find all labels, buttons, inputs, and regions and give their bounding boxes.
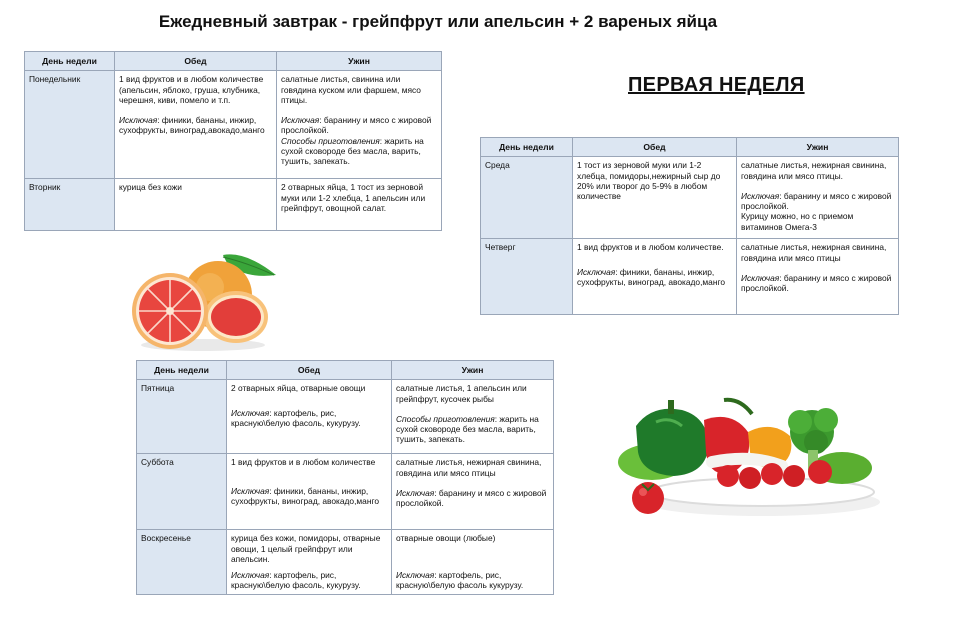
vegetables-plate-image: [612, 392, 882, 527]
lunch-cell: [573, 239, 737, 315]
exclusion-text: : баранину и мясо с жировой прослойкой.: [741, 190, 892, 212]
day-cell: Среда: [481, 157, 573, 239]
exclusion-label: Исключая: [396, 487, 435, 498]
exclusion-text: : картофель, рис, красную\белую фасоль, кукурузу.: [231, 570, 361, 591]
dinner-exclusion: [396, 570, 549, 591]
table-header-row: [481, 138, 899, 157]
dinner-extra: Курицу можно, но с приемом витаминов Омега-3: [741, 211, 854, 232]
lunch-exclusion: [231, 486, 387, 507]
week-heading: ПЕРВАЯ НЕДЕЛЯ: [628, 74, 805, 96]
table-row: [137, 530, 554, 594]
column-header-lunch: Обед: [227, 361, 392, 380]
method-text: : жарить на сухой сковороде без масла, варить, тушить, запекать.: [281, 135, 424, 167]
column-header-day: День недели: [481, 138, 573, 157]
exclusion-label: Исключая: [741, 190, 780, 201]
exclusion-text: : баранину и мясо с жировой прослойкой.: [741, 272, 892, 294]
exclusion-text: : баранину и мясо с жировой прослойкой.: [396, 487, 547, 509]
exclusion-text: : финики, бананы, инжир, сухофрукты, виноград,авокадо,манго: [119, 115, 265, 136]
lunch-text: курица без кожи: [119, 182, 182, 193]
dinner-text: салатные листья, свинина или говядина куском или фаршем, мясо птицы.: [281, 74, 421, 105]
column-header-dinner: Ужин: [392, 361, 554, 380]
day-cell: Вторник: [25, 179, 115, 231]
table-row: [25, 71, 442, 179]
dinner-cell: [277, 71, 442, 179]
day-cell: Понедельник: [25, 71, 115, 179]
dinner-cell: [737, 157, 899, 239]
day-cell: Суббота: [137, 454, 227, 530]
exclusion-label: Исключая: [396, 569, 435, 580]
lunch-text: 1 тост из зерновой муки или 1-2 хлебца, помидоры,нежирный сыр до 20% или творог до 5-9% в любом количестве: [577, 160, 721, 202]
dinner-cell: [392, 454, 554, 530]
dinner-cell: [392, 380, 554, 454]
column-header-dinner: Ужин: [277, 52, 442, 71]
dinner-text: отварные овощи (любые): [396, 533, 496, 544]
dinner-method: [396, 414, 549, 445]
exclusion-text: : картофель, рис, красную\белую фасоль, кукурузу.: [231, 407, 361, 428]
table-row: [137, 380, 554, 454]
column-header-day: День недели: [25, 52, 115, 71]
exclusion-label: Исключая: [119, 115, 158, 126]
dinner-text: 2 отварных яйца, 1 тост из зерновой муки или 1-2 хлебца, 1 апельсин или грейпфрут, овощной салат.: [281, 182, 426, 213]
exclusion-text: : финики, бананы, инжир, сухофрукты, виноград, авокадо,манго: [231, 485, 379, 506]
diet-table-3: [136, 360, 554, 595]
page-title: Ежедневный завтрак - грейпфрут или апельсин + 2 вареных яйца: [158, 12, 718, 31]
lunch-exclusion: [231, 408, 387, 429]
lunch-cell: [227, 530, 392, 594]
day-cell: Четверг: [481, 239, 573, 315]
dinner-text: салатные листья, нежирная свинина, говядина или мясо птицы: [741, 242, 887, 263]
method-text: : жарить на сухой сковороде без масла, варить, тушить, запекать.: [396, 413, 539, 445]
dinner-exclusion: [396, 488, 549, 509]
table-row: [25, 179, 442, 231]
table-row: [481, 157, 899, 239]
day-cell: Воскресенье: [137, 530, 227, 594]
lunch-text: 1 вид фруктов и в любом количестве.: [577, 242, 724, 253]
exclusion-label: Исключая: [231, 570, 270, 581]
lunch-exclusion: [577, 267, 732, 288]
exclusion-text: : картофель, рис, красную\белую фасоль кукурузу.: [396, 569, 524, 590]
column-header-lunch: Обед: [573, 138, 737, 157]
lunch-text: 1 вид фруктов и в любом количестве: [231, 457, 376, 468]
lunch-cell: [115, 71, 277, 179]
dinner-exclusion: [741, 191, 894, 212]
dinner-exclusion: [281, 115, 437, 136]
exclusion-text: : финики, бананы, инжир, сухофрукты, виноград, авокадо,манго: [577, 266, 725, 287]
table-header-row: [25, 52, 442, 71]
diet-table-2: [480, 137, 899, 315]
lunch-text: 2 отварных яйца, отварные овощи: [231, 383, 366, 394]
lunch-exclusion: [119, 115, 272, 136]
diet-table-1: [24, 51, 442, 231]
method-label: Способы приготовления: [396, 413, 495, 424]
exclusion-label: Исключая: [231, 407, 270, 418]
lunch-cell: [227, 380, 392, 454]
method-label: Способы приготовления: [281, 135, 380, 146]
dinner-text: салатные листья, 1 апельсин или грейпфрут, кусочек рыбы: [396, 383, 527, 404]
lunch-cell: [573, 157, 737, 239]
day-cell: Пятница: [137, 380, 227, 454]
exclusion-text: : баранину и мясо с жировой прослойкой.: [281, 115, 432, 136]
lunch-text: курица без кожи, помидоры, отварные овощи, 1 целый грейпфрут или апельсин.: [231, 533, 381, 564]
dinner-exclusion: [741, 273, 894, 294]
column-header-dinner: Ужин: [737, 138, 899, 157]
column-header-day: День недели: [137, 361, 227, 380]
dinner-text: салатные листья, нежирная свинина, говядина или мясо птицы: [396, 457, 542, 478]
table-header-row: [137, 361, 554, 380]
column-header-lunch: Обед: [115, 52, 277, 71]
table-row: [137, 454, 554, 530]
lunch-text: 1 вид фруктов и в любом количестве (апельсин, яблоко, груша, клубника, черешня, киви, помело и т.п.: [119, 74, 264, 105]
dinner-cell: [277, 179, 442, 231]
dinner-text: салатные листья, нежирная свинина, говядина или мясо птицы.: [741, 160, 887, 181]
grapefruit-image: [128, 245, 278, 355]
lunch-cell: [115, 179, 277, 231]
dinner-cell: [392, 530, 554, 594]
dinner-cell: [737, 239, 899, 315]
exclusion-label: Исключая: [231, 485, 270, 496]
exclusion-label: Исключая: [577, 266, 616, 277]
lunch-exclusion: [231, 570, 387, 591]
dinner-method: [281, 136, 437, 167]
exclusion-label: Исключая: [281, 115, 320, 126]
lunch-cell: [227, 454, 392, 530]
exclusion-label: Исключая: [741, 272, 780, 283]
table-row: [481, 239, 899, 315]
